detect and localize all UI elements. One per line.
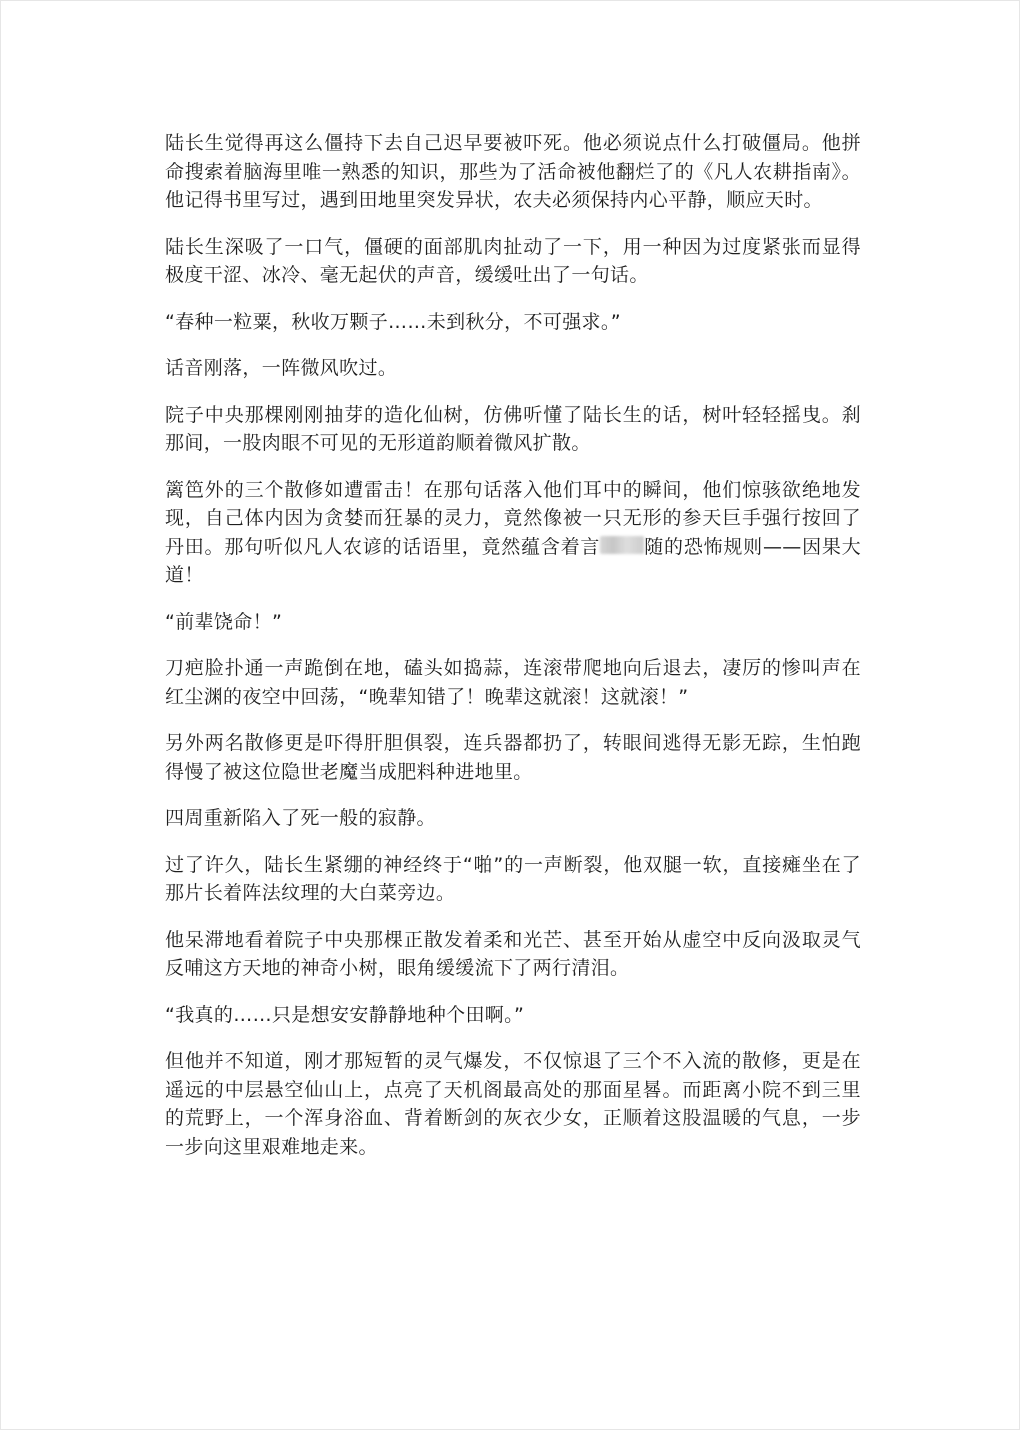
paragraph-7: “前辈饶命！” [165, 610, 283, 633]
paragraph-3: “春种一粒粟，秋收万颗子……未到秋分，不可强求。” [165, 310, 621, 333]
paragraph-6 [165, 476, 861, 590]
paragraph-4: 话音刚落，一阵微风吹过。 [165, 357, 398, 379]
redaction-mark [600, 536, 644, 554]
paragraph-13: “我真的……只是想安安静静地种个田啊。” [165, 1003, 525, 1026]
article-body [165, 129, 861, 1179]
paragraph-12: 他呆滞地看着院子中央那棵正散发着柔和光芒、甚至开始从虚空中反向汲取灵气反哺这方天地的神奇小树，眼角缓缓流下了两行清泪。 [165, 928, 861, 979]
paragraph-5: 院子中央那棵刚刚抽芽的造化仙树，仿佛听懂了陆长生的话，树叶轻轻摇曳。刹那间，一股肉眼不可见的无形道韵顺着微风扩散。 [165, 403, 861, 454]
paragraph-6-after: 随的恐怖规则——因果大道！ [165, 535, 861, 586]
paragraph-14: 但他并不知道，刚才那短暂的灵气爆发，不仅惊退了三个不入流的散修，更是在遥远的中层悬空仙山上，点亮了天机阁最高处的那面星晷。而距离小院不到三里的荒野上，一个浑身浴血、背着断剑的灰衣少女，正顺着这股温暖的气息，一步一步向这里艰难地走来。 [165, 1050, 861, 1158]
paragraph-1: 陆长生觉得再这么僵持下去自己迟早要被吓死。他必须说点什么打破僵局。他拼命搜索着脑海里唯一熟悉的知识，那些为了活命被他翻烂了的《凡人农耕指南》。他记得书里写过，遇到田地里突发异状，农夫必须保持内心平静，顺应天时。 [165, 132, 861, 211]
paragraph-8: 刀疤脸扑通一声跪倒在地，磕头如捣蒜，连滚带爬地向后退去，凄厉的惨叫声在红尘渊的夜空中回荡，“晚辈知错了！晚辈这就滚！这就滚！” [165, 657, 861, 708]
paragraph-2: 陆长生深吸了一口气，僵硬的面部肌肉扯动了一下，用一种因为过度紧张而显得极度干涩、冰冷、毫无起伏的声音，缓缓吐出了一句话。 [165, 235, 861, 286]
paragraph-11: 过了许久，陆长生紧绷的神经终于“啪”的一声断裂，他双腿一软，直接瘫坐在了那片长着阵法纹理的大白菜旁边。 [165, 853, 861, 904]
paragraph-10: 四周重新陷入了死一般的寂静。 [165, 807, 436, 829]
paragraph-9: 另外两名散修更是吓得肝胆俱裂，连兵器都扔了，转眼间逃得无影无踪，生怕跑得慢了被这位隐世老魔当成肥料种进地里。 [165, 732, 861, 783]
paragraph-6-before: 篱笆外的三个散修如遭雷击！在那句话落入他们耳中的瞬间，他们惊骇欲绝地发现，自己体内因为贪婪而狂暴的灵力，竟然像被一只无形的参天巨手强行按回了丹田。那句听似凡人农谚的话语里，竟然蕴含着言 [165, 478, 861, 558]
